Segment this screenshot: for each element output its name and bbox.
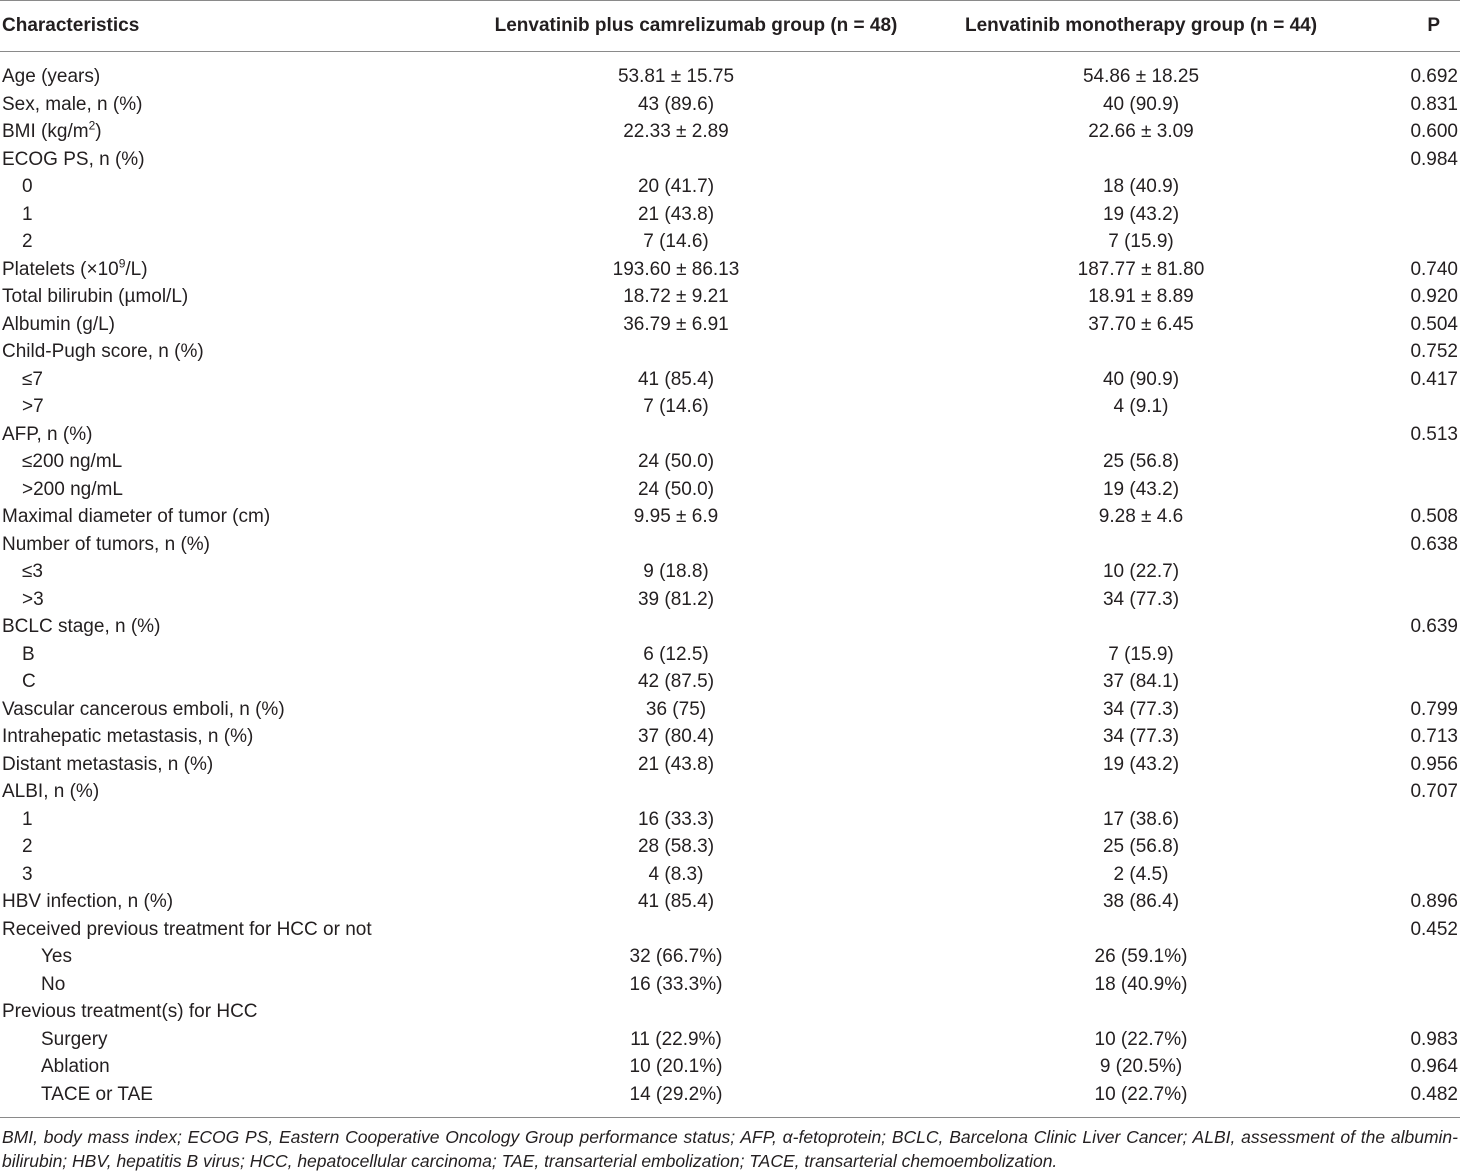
table-header	[0, 1, 1460, 52]
row-characteristic	[0, 668, 415, 696]
combination-group-value	[415, 613, 937, 641]
monotherapy-group-value: 40 (90.9)	[1102, 93, 1180, 115]
row-characteristic	[0, 723, 415, 751]
p-value	[1345, 173, 1460, 201]
row-characteristic	[0, 641, 415, 669]
row-characteristic	[0, 751, 415, 779]
combination-group-value: 36 (75)	[645, 698, 707, 720]
characteristic-label: Maximal diameter of tumor (cm)	[2, 506, 271, 527]
combination-group-value: 53.81 ± 15.75	[617, 66, 735, 87]
p-value: 0.508	[1410, 506, 1458, 527]
characteristic-label: 1	[22, 203, 33, 225]
row-characteristic	[0, 586, 415, 614]
p-value	[1345, 586, 1460, 614]
table-body	[0, 52, 1460, 1118]
characteristic-label: 2	[22, 231, 33, 252]
row-characteristic	[0, 971, 415, 999]
monotherapy-group-value: 40 (90.9)	[1102, 368, 1180, 390]
table-row	[0, 888, 1460, 916]
combination-group-value: 21 (43.8)	[637, 753, 715, 775]
row-characteristic	[0, 806, 415, 834]
p-value	[1345, 476, 1460, 504]
table-row	[0, 861, 1460, 889]
combination-group-value: 7 (14.6)	[643, 231, 709, 252]
row-characteristic	[0, 696, 415, 724]
monotherapy-group-value: 37 (84.1)	[1102, 671, 1180, 692]
combination-group-value	[415, 421, 937, 449]
table-row	[0, 668, 1460, 696]
table-row	[0, 558, 1460, 586]
row-characteristic	[0, 201, 415, 229]
row-characteristic	[0, 118, 415, 146]
row-characteristic	[0, 888, 415, 916]
combination-group-value: 41 (85.4)	[637, 368, 715, 390]
combination-group-value: 16 (33.3%)	[629, 973, 723, 995]
p-value: 0.692	[1410, 66, 1458, 87]
table-row	[0, 1026, 1460, 1054]
table-row	[0, 228, 1460, 256]
combination-group-value	[415, 531, 937, 559]
row-characteristic	[0, 366, 415, 394]
characteristic-label: B	[22, 643, 35, 665]
monotherapy-group-value: 34 (77.3)	[1102, 588, 1180, 610]
monotherapy-group-value	[937, 916, 1345, 944]
monotherapy-group-value	[937, 146, 1345, 174]
combination-group-value: 36.79 ± 6.91	[623, 313, 729, 335]
table-row	[0, 1053, 1460, 1081]
monotherapy-group-value: 4 (9.1)	[1113, 396, 1169, 417]
monotherapy-group-value	[937, 421, 1345, 449]
characteristic-label: Previous treatment(s) for HCC	[2, 1001, 258, 1022]
characteristic-label: Received previous treatment for HCC or not	[2, 918, 372, 940]
combination-group-value: 42 (87.5)	[637, 671, 715, 692]
characteristic-label: HBV infection, n (%)	[2, 891, 174, 912]
row-characteristic	[0, 448, 415, 476]
monotherapy-group-value: 25 (56.8)	[1102, 836, 1180, 857]
characteristic-label: Intrahepatic metastasis, n (%)	[2, 726, 254, 747]
characteristic-label: ≤200 ng/mL	[22, 451, 123, 472]
combination-group-value: 16 (33.3)	[637, 808, 715, 830]
monotherapy-group-value	[937, 531, 1345, 559]
monotherapy-group-value	[937, 338, 1345, 366]
table-row	[0, 393, 1460, 421]
header-characteristics: Characteristics	[0, 1, 415, 52]
characteristic-label: AFP, n (%)	[2, 423, 93, 445]
table-footnote: BMI, body mass index; ECOG PS, Eastern Cooperative Oncology Group performance status; AFP, α-fetoprotein; BCLC, Barcelona Clinic Liver Cancer; ALBI, assessment of the albumin-bilirubin; HBV, hepatitis B virus; HCC, hepatocellular carcinoma; TAE, transarterial embolization; TACE, transarterial chemoembolization.	[2, 1127, 1458, 1171]
combination-group-value: 4 (8.3)	[648, 863, 704, 885]
row-characteristic	[0, 778, 415, 806]
p-value: 0.417	[1410, 368, 1458, 390]
characteristic-label: Yes	[41, 946, 72, 967]
characteristic-label: ≤3	[22, 561, 43, 582]
row-characteristic	[0, 421, 415, 449]
combination-group-value: 32 (66.7%)	[629, 946, 723, 967]
table-row	[0, 448, 1460, 476]
header-p-value: P	[1345, 1, 1460, 52]
row-characteristic	[0, 91, 415, 119]
combination-group-value: 14 (29.2%)	[629, 1083, 723, 1105]
monotherapy-group-value: 19 (43.2)	[1102, 478, 1180, 500]
combination-group-value	[415, 778, 937, 806]
combination-group-value	[415, 146, 937, 174]
row-characteristic	[0, 146, 415, 174]
monotherapy-group-value: 7 (15.9)	[1108, 643, 1174, 665]
monotherapy-group-value	[937, 613, 1345, 641]
table-row	[0, 998, 1460, 1026]
p-value	[1345, 201, 1460, 229]
table-row	[0, 256, 1460, 284]
table-row	[0, 173, 1460, 201]
combination-group-value: 18.72 ± 9.21	[623, 286, 729, 307]
p-value: 0.482	[1410, 1083, 1458, 1105]
p-value	[1345, 228, 1460, 256]
characteristic-label: Child-Pugh score, n (%)	[2, 341, 204, 362]
characteristic-label: Surgery	[41, 1028, 108, 1050]
p-value	[1345, 558, 1460, 586]
row-characteristic	[0, 833, 415, 861]
row-characteristic	[0, 283, 415, 311]
row-characteristic	[0, 1026, 415, 1054]
p-value: 0.638	[1410, 533, 1458, 555]
row-characteristic	[0, 476, 415, 504]
combination-group-value: 193.60 ± 86.13	[612, 258, 740, 280]
p-value: 0.984	[1410, 148, 1458, 170]
characteristic-label: BCLC stage, n (%)	[2, 616, 161, 637]
characteristic-label: Ablation	[41, 1056, 110, 1077]
p-value: 0.799	[1410, 698, 1458, 720]
characteristic-label: 1	[22, 808, 33, 830]
p-value: 0.964	[1410, 1056, 1458, 1077]
row-characteristic	[0, 916, 415, 944]
p-value	[1345, 971, 1460, 999]
monotherapy-group-value: 10 (22.7)	[1102, 561, 1180, 582]
combination-group-value: 43 (89.6)	[637, 93, 715, 115]
combination-group-value: 39 (81.2)	[637, 588, 715, 610]
row-characteristic	[0, 998, 415, 1026]
characteristic-label: Age (years)	[2, 66, 101, 87]
row-characteristic	[0, 173, 415, 201]
monotherapy-group-value: 54.86 ± 18.25	[1082, 66, 1200, 87]
p-value: 0.452	[1410, 918, 1458, 940]
row-characteristic	[0, 558, 415, 586]
row-characteristic	[0, 613, 415, 641]
characteristic-label-suffix: )	[95, 121, 102, 142]
characteristic-label: Albumin (g/L)	[2, 313, 115, 335]
table-row	[0, 338, 1460, 366]
combination-group-value: 11 (22.9%)	[630, 1028, 722, 1050]
combination-group-value: 7 (14.6)	[643, 396, 709, 417]
characteristic-label: Total bilirubin (µmol/L)	[2, 286, 189, 307]
table-row	[0, 586, 1460, 614]
table-row	[0, 916, 1460, 944]
table-row	[0, 366, 1460, 394]
p-value	[1345, 943, 1460, 971]
p-value	[1345, 861, 1460, 889]
characteristic-label: Number of tumors, n (%)	[2, 533, 210, 555]
characteristic-superscript: 9	[118, 256, 126, 271]
monotherapy-group-value: 10 (22.7%)	[1094, 1028, 1188, 1050]
p-value: 0.713	[1410, 726, 1458, 747]
p-value: 0.956	[1410, 753, 1458, 775]
monotherapy-group-value: 18 (40.9)	[1102, 176, 1180, 197]
table-row	[0, 943, 1460, 971]
p-value: 0.707	[1410, 781, 1458, 802]
monotherapy-group-value: 2 (4.5)	[1113, 863, 1169, 885]
row-characteristic	[0, 861, 415, 889]
monotherapy-group-value: 18.91 ± 8.89	[1088, 286, 1194, 307]
p-value: 0.600	[1410, 121, 1458, 142]
p-value: 0.513	[1410, 423, 1458, 445]
combination-group-value: 20 (41.7)	[637, 176, 715, 197]
characteristic-label: ECOG PS, n (%)	[2, 148, 145, 170]
row-characteristic	[0, 338, 415, 366]
monotherapy-group-value: 37.70 ± 6.45	[1088, 313, 1194, 335]
characteristic-label: Platelets (×10	[2, 258, 119, 280]
monotherapy-group-value: 18 (40.9%)	[1094, 973, 1188, 995]
p-value: 0.752	[1410, 341, 1458, 362]
combination-group-value: 6 (12.5)	[643, 643, 709, 665]
monotherapy-group-value: 22.66 ± 3.09	[1088, 121, 1194, 142]
table-row	[0, 283, 1460, 311]
p-value: 0.740	[1410, 258, 1458, 280]
characteristic-label: >7	[22, 396, 44, 417]
monotherapy-group-value: 26 (59.1%)	[1094, 946, 1188, 967]
table-row	[0, 696, 1460, 724]
characteristic-label: 0	[22, 176, 33, 197]
combination-group-value: 24 (50.0)	[637, 451, 715, 472]
characteristic-label: >3	[22, 588, 44, 610]
p-value: 0.983	[1410, 1028, 1458, 1050]
row-characteristic	[0, 943, 415, 971]
monotherapy-group-value: 34 (77.3)	[1102, 698, 1180, 720]
characteristic-label: ≤7	[22, 368, 43, 390]
table-row	[0, 476, 1460, 504]
p-value	[1345, 641, 1460, 669]
table-row	[0, 503, 1460, 531]
table-row	[0, 91, 1460, 119]
p-value	[1345, 998, 1460, 1026]
monotherapy-group-value: 19 (43.2)	[1102, 203, 1180, 225]
row-characteristic	[0, 52, 415, 91]
table-row	[0, 613, 1460, 641]
monotherapy-group-value: 10 (22.7%)	[1094, 1083, 1188, 1105]
table-row	[0, 201, 1460, 229]
combination-group-value: 41 (85.4)	[637, 891, 715, 912]
table-row	[0, 146, 1460, 174]
monotherapy-group-value: 25 (56.8)	[1102, 451, 1180, 472]
characteristic-label: >200 ng/mL	[22, 478, 123, 500]
row-characteristic	[0, 393, 415, 421]
characteristic-label: BMI (kg/m	[2, 121, 89, 142]
p-value	[1345, 448, 1460, 476]
p-value: 0.920	[1410, 286, 1458, 307]
characteristic-label: Sex, male, n (%)	[2, 93, 143, 115]
row-characteristic	[0, 531, 415, 559]
monotherapy-group-value: 38 (86.4)	[1102, 891, 1180, 912]
combination-group-value	[415, 338, 937, 366]
row-characteristic	[0, 503, 415, 531]
combination-group-value: 37 (80.4)	[637, 726, 715, 747]
characteristic-label: Vascular cancerous emboli, n (%)	[2, 698, 285, 720]
header-monotherapy-group: Lenvatinib monotherapy group (n = 44)	[937, 1, 1345, 52]
characteristic-label: 2	[22, 836, 33, 857]
monotherapy-group-value: 17 (38.6)	[1102, 808, 1180, 830]
table-row	[0, 833, 1460, 861]
table-row	[0, 806, 1460, 834]
characteristic-label: Distant metastasis, n (%)	[2, 753, 214, 775]
characteristic-label-suffix: /L)	[125, 258, 148, 280]
header-combination-group: Lenvatinib plus camrelizumab group (n = 48)	[415, 1, 937, 52]
row-characteristic	[0, 1053, 415, 1081]
p-value	[1345, 833, 1460, 861]
characteristic-superscript: 2	[88, 118, 96, 133]
table-row	[0, 971, 1460, 999]
table-row	[0, 118, 1460, 146]
combination-group-value: 9.95 ± 6.9	[633, 506, 719, 527]
table-row	[0, 52, 1460, 91]
p-value: 0.504	[1410, 313, 1458, 335]
monotherapy-group-value: 9 (20.5%)	[1099, 1056, 1183, 1077]
combination-group-value: 28 (58.3)	[637, 836, 715, 857]
characteristic-label: ALBI, n (%)	[2, 781, 100, 802]
p-value: 0.896	[1410, 891, 1458, 912]
row-characteristic	[0, 1081, 415, 1118]
p-value	[1345, 393, 1460, 421]
p-value	[1345, 806, 1460, 834]
monotherapy-group-value: 187.77 ± 81.80	[1077, 258, 1205, 280]
characteristic-label: 3	[22, 863, 33, 885]
row-characteristic	[0, 256, 415, 284]
characteristic-label: No	[41, 973, 66, 995]
monotherapy-group-value: 19 (43.2)	[1102, 753, 1180, 775]
table-row	[0, 751, 1460, 779]
characteristic-label: TACE or TAE	[41, 1083, 153, 1105]
monotherapy-group-value: 9.28 ± 4.6	[1098, 506, 1184, 527]
table-row	[0, 421, 1460, 449]
table-row	[0, 723, 1460, 751]
combination-group-value: 10 (20.1%)	[629, 1056, 723, 1077]
combination-group-value: 9 (18.8)	[643, 561, 709, 582]
combination-group-value: 21 (43.8)	[637, 203, 715, 225]
combination-group-value	[415, 916, 937, 944]
row-characteristic	[0, 228, 415, 256]
header-row	[0, 1, 1460, 52]
combination-group-value: 24 (50.0)	[637, 478, 715, 500]
table-row	[0, 641, 1460, 669]
row-characteristic	[0, 311, 415, 339]
monotherapy-group-value	[937, 778, 1345, 806]
p-value	[1345, 668, 1460, 696]
table-row	[0, 778, 1460, 806]
monotherapy-group-value: 7 (15.9)	[1108, 231, 1174, 252]
p-value: 0.639	[1410, 616, 1458, 637]
combination-group-value: 22.33 ± 2.89	[623, 121, 729, 142]
combination-group-value	[415, 998, 937, 1026]
p-value: 0.831	[1410, 93, 1458, 115]
table-row	[0, 1081, 1460, 1118]
monotherapy-group-value	[937, 998, 1345, 1026]
table-row	[0, 531, 1460, 559]
characteristic-label: C	[22, 671, 36, 692]
monotherapy-group-value: 34 (77.3)	[1102, 726, 1180, 747]
table-row	[0, 311, 1460, 339]
